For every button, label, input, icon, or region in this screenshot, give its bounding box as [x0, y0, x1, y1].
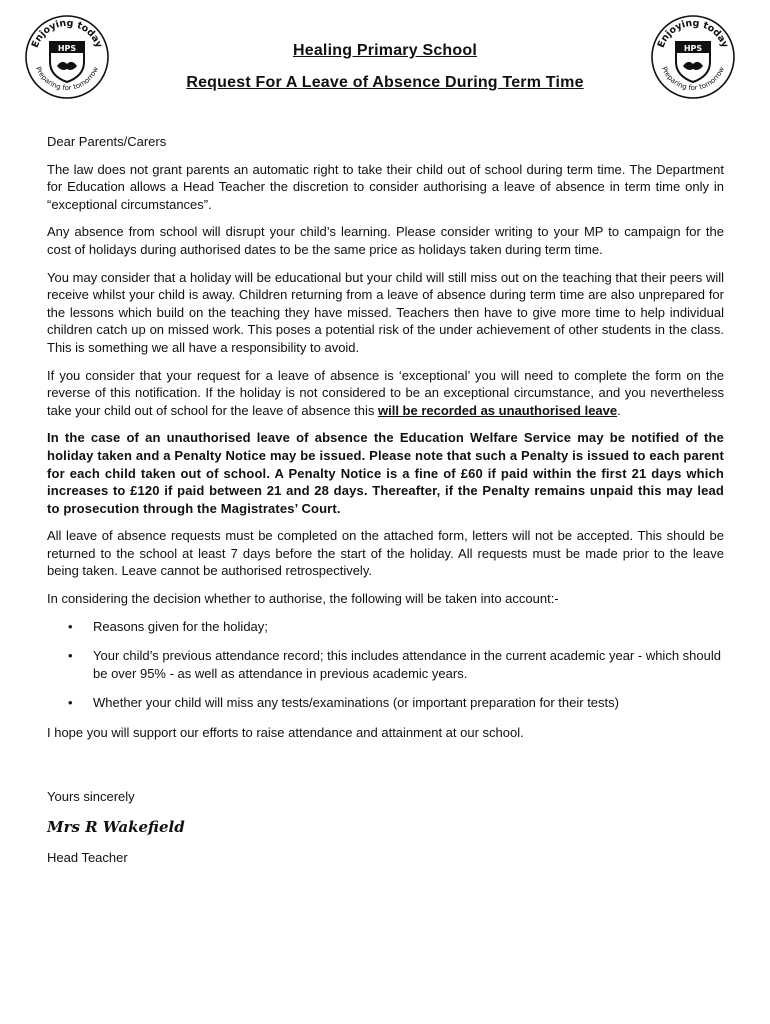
list-item: • Your child’s previous attendance record; this includes attendance in the current academic year - which should be over 95% - as well as attendance in previous academic years.: [68, 648, 721, 681]
signatory-role: Head Teacher: [47, 849, 128, 865]
paragraph-exceptional-text: If you consider that your request for a leave of absence is ‘exceptional’ you will need to complete the form on the reverse of this notification. If the holiday is not considered to be an exceptional circumstance, and you nevertheless take your child out of school for the leave of absence this: [47, 367, 724, 418]
crest-initials: HPS: [683, 44, 703, 53]
list-item: • Whether your child will miss any tests/examinations (or important preparation for their tests): [68, 695, 619, 711]
document-title: Request For A Leave of Absence During Term Time: [186, 74, 584, 91]
paragraph-support: I hope you will support our efforts to raise attendance and attainment at our school.: [47, 725, 524, 741]
crest-motto-bottom: Preparing for tomorrow: [659, 65, 727, 93]
crest-motto-bottom: Preparing for tomorrow: [33, 65, 101, 93]
paragraph-requests: All leave of absence requests must be completed on the attached form, letters will not be accepted. This should be returned to the school at least 7 days before the start of the holiday. All requests must be made prior to the leave being taken. Leave cannot be authorised retrospectively.: [47, 528, 724, 579]
paragraph-exceptional-end: .: [617, 402, 621, 418]
considerations-list: [47, 618, 724, 712]
letter-header: [0, 42, 770, 92]
paragraph-penalty: In the case of an unauthorised leave of absence the Education Welfare Service may be notified of the holiday taken and a Penalty Notice may be issued. Please note that such a Penalty is issued to each parent for each child taken out of school. A Penalty Notice is a fine of £60 if paid within the first 21 days which increases to £120 if paid between 21 and 28 days. Thereafter, if the Penalty remains unpaid this may lead to prosecution through the Magistrates’ Court.: [47, 430, 724, 516]
crest-motto-top: Enjoying today: [655, 17, 731, 50]
crest-initials: HPS: [57, 44, 77, 53]
bullet-icon: •: [68, 695, 73, 711]
unauthorised-warning: will be recorded as unauthorised leave: [377, 402, 618, 418]
signoff: Yours sincerely: [47, 788, 135, 804]
crest-motto-top: Enjoying today: [29, 17, 105, 50]
bullet-icon: •: [68, 648, 73, 664]
paragraph-educational: You may consider that a holiday will be educational but your child will still miss out on the teaching that their peers will receive whilst your child is away. Children returning from a leave of absence during term time are also unprepared for the lessons which build on the teaching they have missed. Teachers then have to give more time to help individual children catch up on missed work. This poses a potential risk of the under achievement of other students in the class. This is something we all have a responsibility to avoid.: [47, 269, 724, 355]
greeting: Dear Parents/Carers: [47, 134, 167, 149]
bullet-icon: •: [68, 618, 73, 634]
signature: Mrs R Wakefield: [47, 818, 185, 837]
paragraph-exceptional: [47, 367, 724, 420]
paragraph-law: The law does not grant parents an automatic right to take their child out of school during term time. The Department for Education allows a Head Teacher the discretion to consider authorising a leave of absence in term time only in “exceptional circumstances”.: [47, 161, 724, 212]
letter-body: [47, 130, 724, 876]
list-item: • Reasons given for the holiday;: [68, 618, 268, 634]
paragraph-disruption: Any absence from school will disrupt your child’s learning. Please consider writing to your MP to campaign for the cost of holidays during authorised dates to be the same price as holidays taken during term time.: [47, 224, 724, 257]
school-name: Healing Primary School: [292, 42, 477, 59]
paragraph-considerations: In considering the decision whether to authorise, the following will be taken into account:-: [47, 591, 559, 607]
